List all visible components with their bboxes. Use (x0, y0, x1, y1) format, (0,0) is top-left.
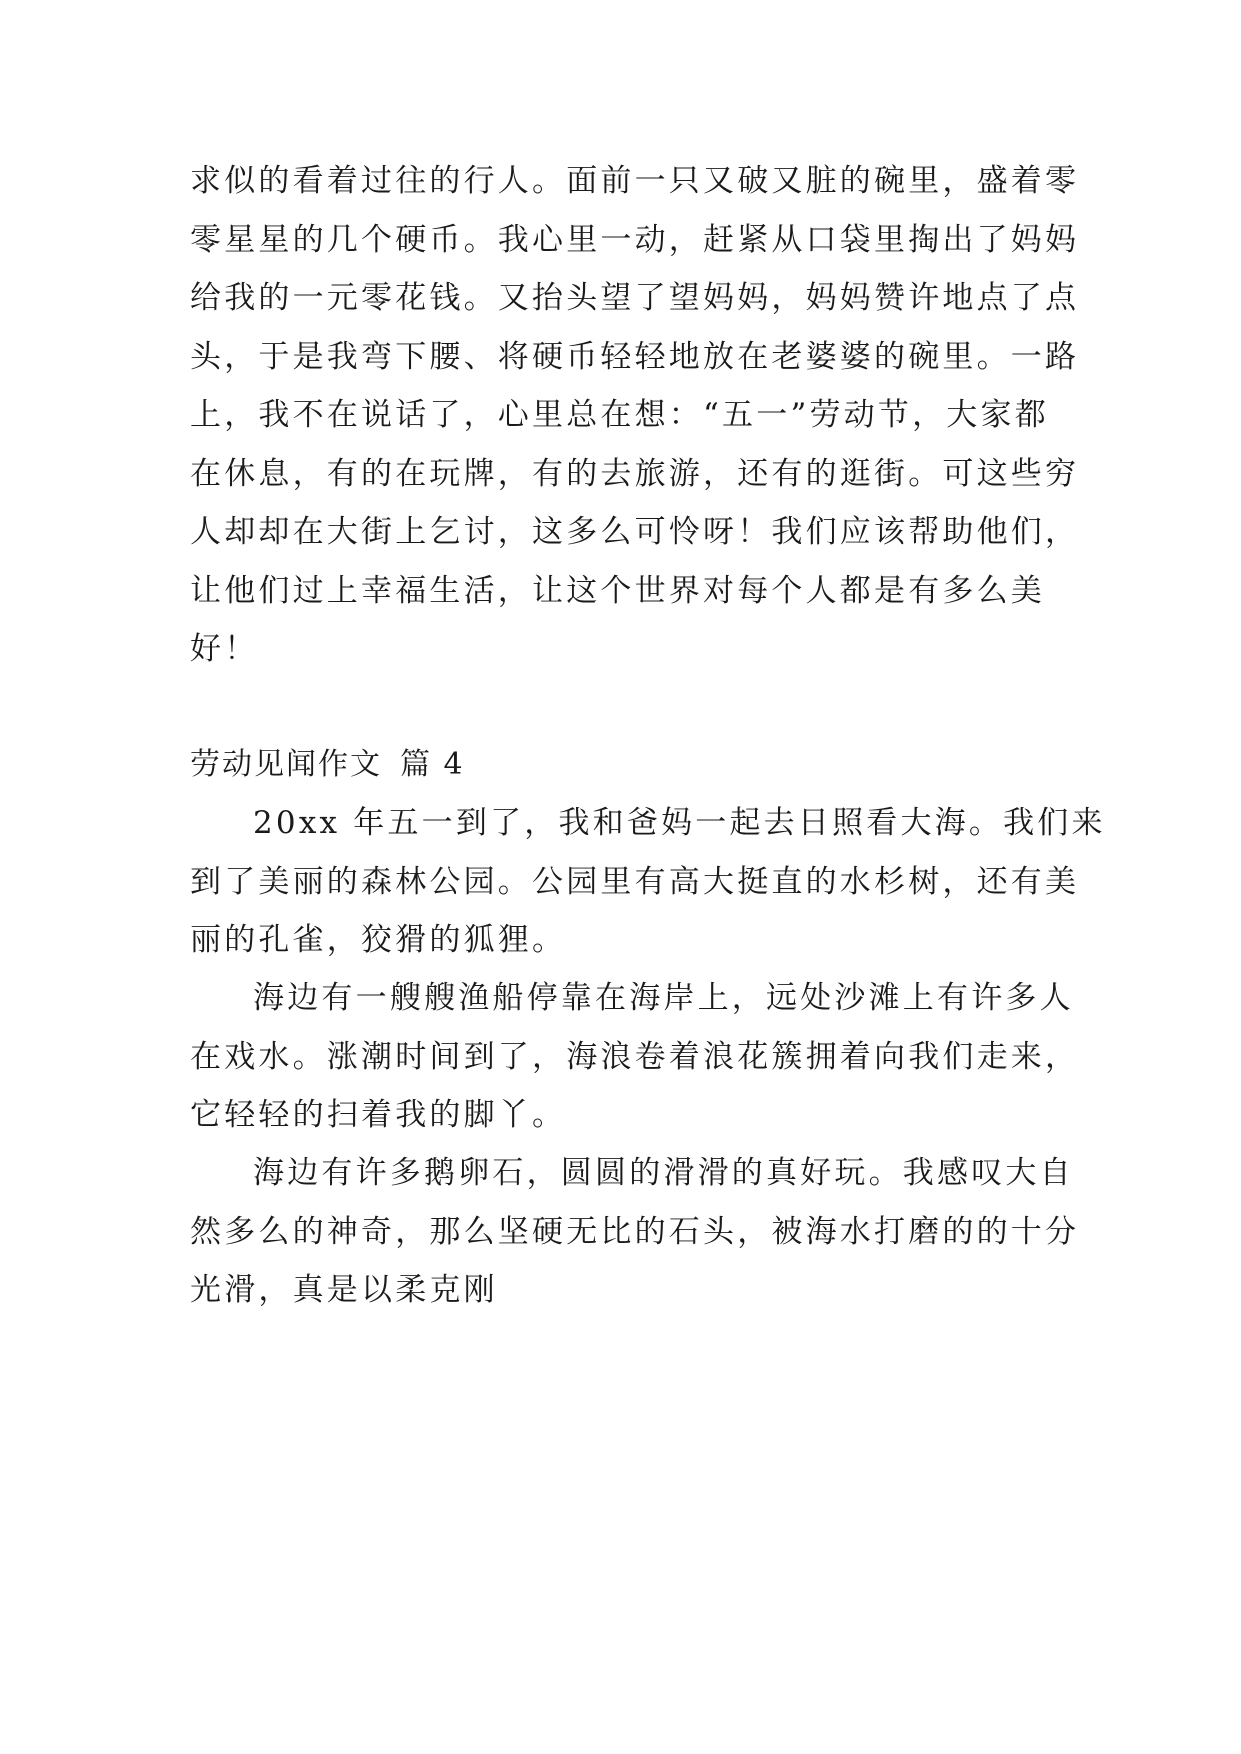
section-title: 劳动见闻作文 (190, 747, 382, 782)
section-heading (190, 736, 1060, 794)
section-title-line (190, 736, 1060, 794)
section-number: 篇 4 (400, 747, 465, 782)
text-line: 它轻轻的扫着我的脚丫。 (190, 1097, 567, 1133)
top-paragraph (190, 152, 1080, 679)
text-line: 在戏水。涨潮时间到了，海浪卷着浪花簇拥着向我们走来， (190, 1038, 1080, 1075)
text-line: 求似的看着过往的行人。面前一只又破又脏的碗里，盛着零 (190, 163, 1080, 199)
text-line: 光滑，真是以柔克刚 (190, 1272, 498, 1308)
text-line: 人却却在大街上乞讨，这多么可怜呀！我们应该帮助他们， (190, 514, 1080, 550)
text-line: 到了美丽的森林公园。公园里有高大挺直的水杉树，还有美 (190, 863, 1080, 900)
text-line: 上，我不在说话了，心里总在想：“五一”劳动节，大家都 (190, 397, 1049, 433)
text-line: 20xx 年五一到了，我和爸妈一起去日照看大海。我们来 (253, 805, 1106, 841)
text-line: 头，于是我弯下腰、将硬币轻轻地放在老婆婆的碗里。一路 (190, 338, 1080, 375)
text-line: 在休息，有的在玩牌，有的去旅游，还有的逛街。可这些穷 (190, 455, 1080, 492)
text-line: 然多么的神奇，那么坚硬无比的石头，被海水打磨的的十分 (190, 1213, 1080, 1250)
text-line: 给我的一元零花钱。又抬头望了望妈妈，妈妈赞许地点了点 (190, 280, 1080, 316)
text-line: 丽的孔雀，狡猾的狐狸。 (190, 922, 567, 958)
text-line: 好！ (190, 631, 259, 667)
text-line: 海边有一艘艘渔船停靠在海岸上，远处沙滩上有许多人 (253, 980, 1074, 1016)
body-paragraph-2 (190, 969, 1080, 1145)
body-paragraph-1 (190, 794, 1106, 970)
text-line: 零星星的几个硬币。我心里一动，赶紧从口袋里掏出了妈妈 (190, 221, 1080, 258)
text-line: 海边有许多鹅卵石，圆圆的滑滑的真好玩。我感叹大自 (253, 1155, 1074, 1191)
text-line: 让他们过上幸福生活，让这个世界对每个人都是有多么美 (190, 572, 1045, 609)
body-paragraph-3 (190, 1144, 1080, 1320)
